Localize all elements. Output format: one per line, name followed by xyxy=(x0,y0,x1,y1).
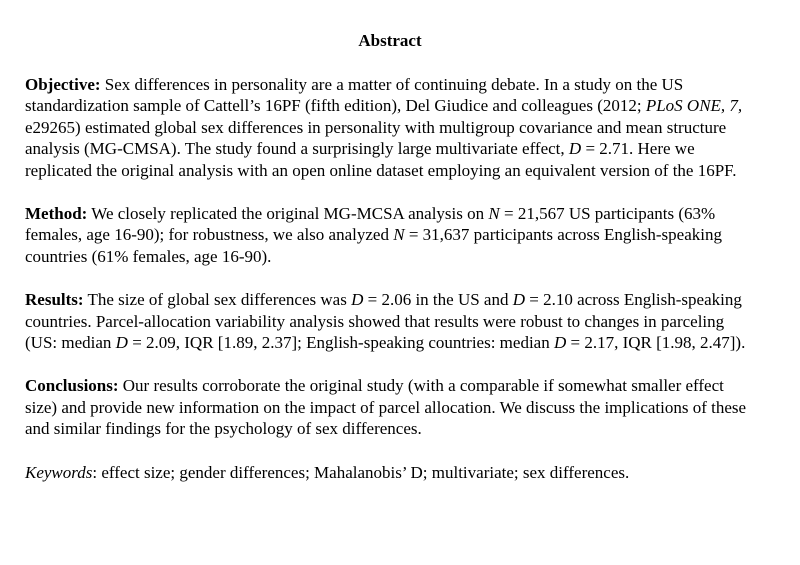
objective-text-1: Sex differences in personality are a matter of continuing debate. In a study on the US standardization sample of Cattell’s 16PF (fifth edition), Del Giudice and colleagues (2012; xyxy=(25,75,684,116)
results-text-1: The size of global sex differences was xyxy=(83,290,352,310)
method-n-symbol-2: N xyxy=(393,225,405,245)
results-paragraph xyxy=(25,289,755,353)
method-text-1: We closely replicated the original MG-MCSA analysis on xyxy=(87,204,489,224)
results-text-2: = 2.06 in the US and xyxy=(363,290,513,310)
conclusions-text: Our results corroborate the original study (with a comparable if somewhat smaller effect size) and provide new information on the impact of parcel allocation. We discuss the implications of these and similar findings for the psychology of sex differences. xyxy=(25,376,747,439)
journal-citation: PLoS ONE, 7, xyxy=(645,96,743,116)
objective-paragraph xyxy=(25,74,755,181)
method-paragraph xyxy=(25,203,755,267)
results-d-symbol-2: D xyxy=(512,290,525,310)
conclusions-label: Conclusions: xyxy=(25,376,119,396)
method-label: Method: xyxy=(25,204,88,224)
objective-label: Objective: xyxy=(25,75,101,94)
results-d-symbol-4: D xyxy=(553,333,567,353)
results-text-5: = 2.17, IQR [1.98, 2.47]). xyxy=(566,333,746,353)
results-d-symbol-1: D xyxy=(351,290,364,310)
results-label: Results: xyxy=(25,290,84,310)
keywords-text: : effect size; gender differences; Mahalanobis’ D; multivariate; sex differences. xyxy=(92,462,630,482)
keywords-paragraph xyxy=(25,462,755,483)
conclusions-paragraph xyxy=(25,375,755,439)
objective-text-3: = 2.71. Here we replicated the original analysis with an open online dataset employing an equivalent version of the 16PF. xyxy=(25,139,737,180)
method-text-2: = 21,567 US participants (63% females, age 16-90); for robustness, we also analyzed xyxy=(25,204,716,245)
method-n-symbol-1: N xyxy=(488,204,500,224)
results-text-3: = 2.10 across English-speaking countries. Parcel-allocation variability analysis showed that results were robust to changes in parceling (US: median xyxy=(25,290,742,353)
objective-text-2: e29265) estimated global sex differences in personality with multigroup covariance and mean structure analysis (MG-CMSA). The study found a surprisingly large multivariate effect, xyxy=(25,117,727,159)
results-d-symbol-3: D xyxy=(115,333,128,353)
results-text-4: = 2.09, IQR [1.89, 2.37]; English-speaking countries: median xyxy=(127,333,554,353)
keywords-label: Keywords xyxy=(25,462,93,482)
abstract-page xyxy=(25,30,755,505)
abstract-title: Abstract xyxy=(358,31,422,50)
method-text-3: = 31,637 participants across English-speaking countries (61% females, age 16-90). xyxy=(25,225,722,266)
objective-d-symbol: D xyxy=(568,139,582,159)
